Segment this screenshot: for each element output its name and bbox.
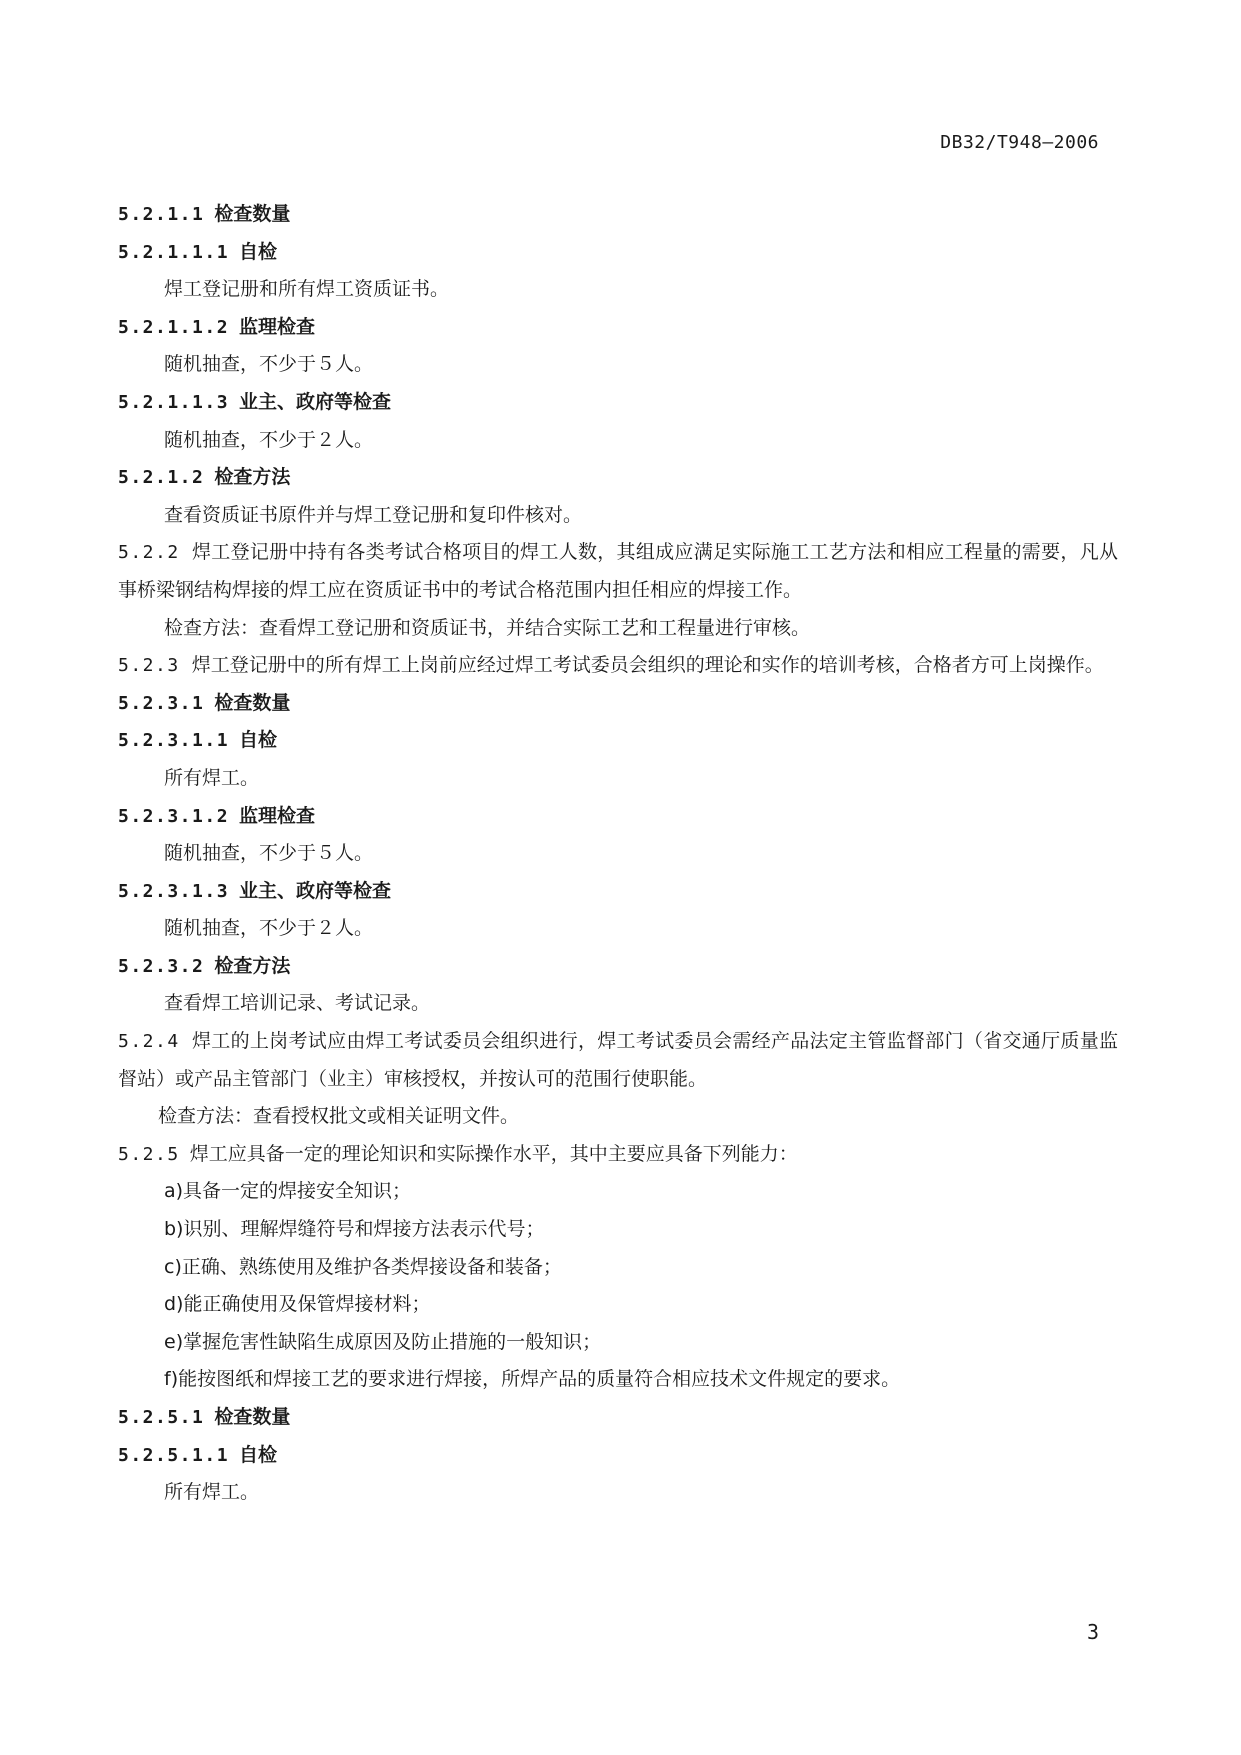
list-item: b)识别、理解焊缝符号和焊接方法表示代号； [164,1218,545,1241]
document-body [118,196,1118,1512]
clause-title: 自检 [239,240,278,263]
clause-number: 5.2.1.1.3 [118,391,230,413]
clause-body: 所有焊工。 [164,766,260,789]
clause-body: 所有焊工。 [164,1481,260,1504]
clause-number: 5.2.1.2 [118,467,205,489]
clause-heading [118,459,1118,497]
list-item: f)能按图纸和焊接工艺的要求进行焊接，所焊产品的质量符合相应技术文件规定的要求。 [164,1368,901,1391]
clause-title: 检查数量 [214,1406,291,1428]
clause-number: 5.2.5 [118,1143,180,1165]
clause-body: 随机抽查，不少于２人。 [164,428,374,451]
clause-heading [118,384,1118,422]
clause-heading [118,798,1118,836]
clause-number: 5.2.5.1 [118,1407,205,1428]
check-method: 检查方法：查看焊工登记册和资质证书，并结合实际工艺和工程量进行审核。 [164,616,811,639]
clause-number: 5.2.3.2 [118,955,205,977]
list-item: d)能正确使用及保管焊接材料； [164,1293,431,1316]
clause-heading [118,948,1118,986]
clause-body: 查看资质证书原件并与焊工登记册和复印件核对。 [164,503,583,526]
check-method: 检查方法：查看授权批文或相关证明文件。 [158,1105,520,1128]
page-number: 3 [1086,1620,1099,1644]
clause-title: 检查数量 [214,203,291,225]
clause-number: 5.2.1.1.2 [118,316,230,338]
clause-number: 5.2.3.1.3 [118,880,230,902]
clause-body: 随机抽查，不少于５人。 [164,353,374,376]
clause-body: 随机抽查，不少于２人。 [164,917,374,940]
clause-title: 业主、政府等检查 [239,390,392,413]
clause-body: 随机抽查，不少于５人。 [164,842,374,865]
clause-title: 检查方法 [214,466,291,489]
clause-heading [118,1399,1118,1437]
clause-title: 业主、政府等检查 [239,879,392,902]
clause-number: 5.2.3 [118,655,180,677]
clause-title: 监理检查 [239,315,316,338]
clause-heading [118,196,1118,234]
list-item: c)正确、熟练使用及维护各类焊接设备和装备； [164,1255,562,1278]
clause-text: 焊工应具备一定的理论知识和实际操作水平，其中主要应具备下列能力： [189,1142,798,1165]
clause-title: 检查数量 [214,691,291,714]
clause-number: 5.2.3.1 [118,692,205,714]
clause-paragraph [118,647,1118,685]
clause-number: 5.2.3.1.1 [118,730,230,752]
clause-number: 5.2.5.1.1 [118,1444,230,1466]
clause-heading [118,722,1118,760]
list-item: a)具备一定的焊接安全知识； [164,1180,412,1203]
clause-heading [118,309,1118,347]
clause-number: 5.2.1.1.1 [118,241,230,263]
clause-heading [118,1437,1118,1475]
clause-title: 自检 [239,1443,278,1466]
clause-paragraph [118,1136,1118,1174]
clause-heading [118,685,1118,723]
clause-number: 5.2.3.1.2 [118,805,230,827]
clause-title: 自检 [239,729,278,752]
clause-title: 检查方法 [214,954,291,977]
clause-title: 监理检查 [239,804,316,827]
clause-number: 5.2.2 [118,542,180,564]
clause-paragraph [118,534,1118,609]
clause-number: 5.2.1.1 [118,204,205,225]
clause-heading [118,234,1118,272]
ability-list [118,1173,1118,1399]
clause-text: 焊工的上岗考试应由焊工考试委员会组织进行，焊工考试委员会需经产品法定主管监督部门（省交通厅质量监督站）或产品主管部门（业主）审核授权，并按认可的范围行使职能。 [118,1030,1118,1090]
clause-text: 焊工登记册中的所有焊工上岗前应经过焊工考试委员会组织的理论和实作的培训考核，合格者方可上岗操作。 [191,654,1104,677]
clause-heading [118,873,1118,911]
list-item: e)掌握危害性缺陷生成原因及防止措施的一般知识； [164,1330,602,1353]
clause-body: 查看焊工培训记录、考试记录。 [164,992,431,1015]
clause-number: 5.2.4 [118,1031,180,1053]
clause-body: 焊工登记册和所有焊工资质证书。 [164,278,450,301]
clause-text: 焊工登记册中持有各类考试合格项目的焊工人数，其组成应满足实际施工工艺方法和相应工程量的需要，凡从事桥梁钢结构焊接的焊工应在资质证书中的考试合格范围内担任相应的焊接工作。 [118,541,1118,601]
document-code: DB32/T948—2006 [940,132,1099,153]
clause-paragraph [118,1023,1118,1098]
